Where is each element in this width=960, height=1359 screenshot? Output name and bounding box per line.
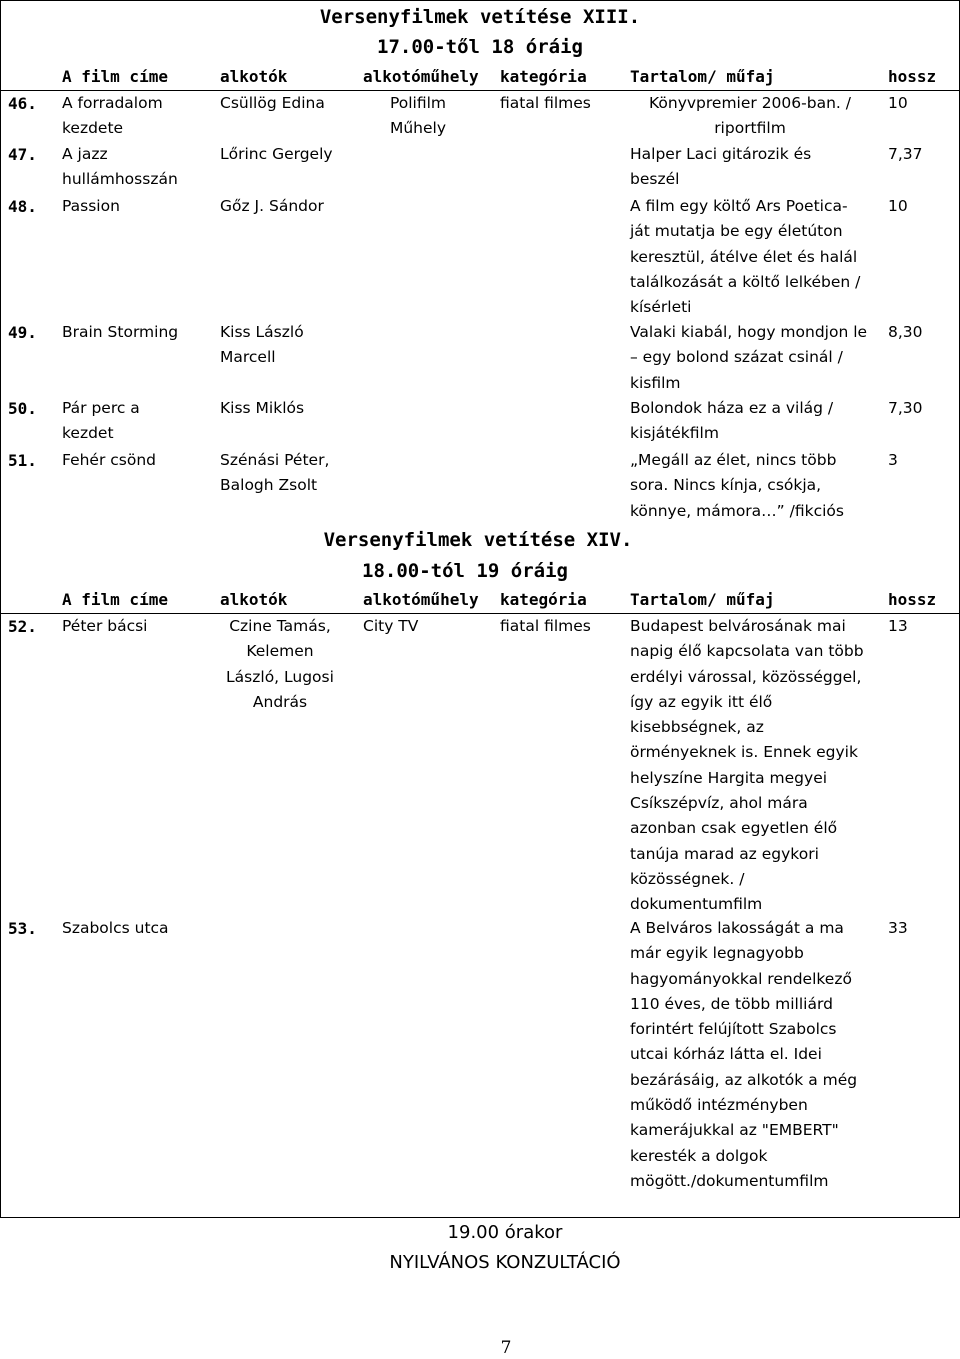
column-header-row: [0, 588, 960, 612]
film-number: 48.: [8, 197, 37, 216]
section1-time: 17.00-től 18 óráig: [377, 36, 583, 58]
film-content: Valaki kiabál, hogy mondjon le – egy bolond százat csinál / kisfilm: [630, 323, 868, 392]
film-workshop: City TV: [363, 617, 419, 635]
film-authors: Lőrinc Gergely: [220, 145, 333, 163]
film-number: 46.: [8, 94, 37, 113]
film-title: A forradalom kezdete: [62, 94, 163, 138]
film-length: 10: [888, 94, 908, 112]
section1-title: Versenyfilmek vetítése XIII.: [319, 6, 641, 28]
col-workshop-header: alkotóműhely: [363, 67, 479, 86]
film-number: 50.: [8, 399, 37, 418]
film-content: Könyvpremier 2006-ban. / riportfilm: [649, 94, 851, 138]
film-number: 51.: [8, 451, 37, 470]
film-authors: Szénási Péter, Balogh Zsolt: [220, 451, 330, 495]
col-authors-header: alkotók: [220, 67, 288, 86]
film-content: A film egy költő Ars Poetica-ját mutatja be egy életúton keresztül, átélve élet és halál találkozását a költő lelkében / kísérleti: [630, 197, 861, 317]
film-authors: Csüllög Edina: [220, 94, 325, 112]
section2-title: Versenyfilmek vetítése XIV.: [323, 529, 633, 551]
film-title: Péter bácsi: [62, 617, 148, 635]
film-title: Brain Storming: [62, 323, 179, 341]
column-header-row: [0, 65, 960, 89]
col-title-header: A film címe: [62, 67, 168, 86]
film-number: 52.: [8, 617, 37, 636]
consultation-title: NYILVÁNOS KONZULTÁCIÓ: [389, 1252, 621, 1273]
film-number: 47.: [8, 145, 37, 164]
film-length: 10: [888, 197, 908, 215]
film-content: Halper Laci gitározik és beszél: [630, 145, 812, 189]
film-length: 8,30: [888, 323, 923, 341]
col-category-header: kategória: [500, 590, 587, 609]
col-category-header: kategória: [500, 67, 587, 86]
film-authors: Czine Tamás, Kelemen László, Lugosi András: [226, 617, 334, 711]
film-authors: Gőz J. Sándor: [220, 197, 324, 215]
film-length: 7,30: [888, 399, 923, 417]
film-title: Pár perc a kezdet: [62, 399, 140, 443]
film-number: 53.: [8, 919, 37, 938]
film-length: 7,37: [888, 145, 923, 163]
col-authors-header: alkotók: [220, 590, 288, 609]
film-category: fiatal filmes: [500, 617, 591, 635]
col-length-header: hossz: [888, 590, 937, 609]
col-title-header: A film címe: [62, 590, 168, 609]
film-number: 49.: [8, 323, 37, 342]
film-title: Fehér csönd: [62, 451, 157, 469]
film-category: fiatal filmes: [500, 94, 591, 112]
film-workshop: Polifilm Műhely: [389, 94, 447, 138]
col-workshop-header: alkotóműhely: [363, 590, 479, 609]
film-length: 13: [888, 617, 908, 635]
film-authors: Kiss Miklós: [220, 399, 305, 417]
film-content: „Megáll az élet, nincs több sora. Nincs kínja, csókja, könnye, mámora…” /fikciós: [630, 451, 844, 520]
film-title: Szabolcs utca: [62, 919, 169, 937]
film-content: A Belváros lakosságát a ma már egyik legnagyobb hagyományokkal rendelkező 110 éves, de több milliárd forintért felújított Szabolcs utcai kórház látta el. Idei bezárásáig, az alkotók a még működő intézményben kamerájukkal az "EMBERT" keresték a dolgok mögött./dokumentumfilm: [630, 919, 858, 1190]
section2-time: 18.00-tól 19 óráig: [362, 560, 568, 582]
page-number: 7: [500, 1338, 512, 1358]
col-content-header: Tartalom/ műfaj: [630, 590, 775, 609]
film-authors: Kiss László Marcell: [220, 323, 304, 367]
film-title: A jazz hullámhosszán: [62, 145, 178, 189]
consultation-time: 19.00 órakor: [447, 1222, 563, 1243]
film-title: Passion: [62, 197, 120, 215]
col-length-header: hossz: [888, 67, 937, 86]
film-length: 33: [888, 919, 908, 937]
film-content: Bolondok háza ez a világ / kisjátékfilm: [630, 399, 834, 443]
film-length: 3: [888, 451, 898, 469]
film-content: Budapest belvárosának mai napig élő kapcsolata van több erdélyi várossal, közösséggel, így az egyik itt élő kisebbségnek, az örményeknek is. Ennek egyik helyszíne Hargita megyei Csíkszépvíz, ahol mára azonban csak egyetlen élő tanúja marad az egykori közösségnek. / dokumentumfilm: [630, 617, 864, 914]
col-content-header: Tartalom/ műfaj: [630, 67, 775, 86]
